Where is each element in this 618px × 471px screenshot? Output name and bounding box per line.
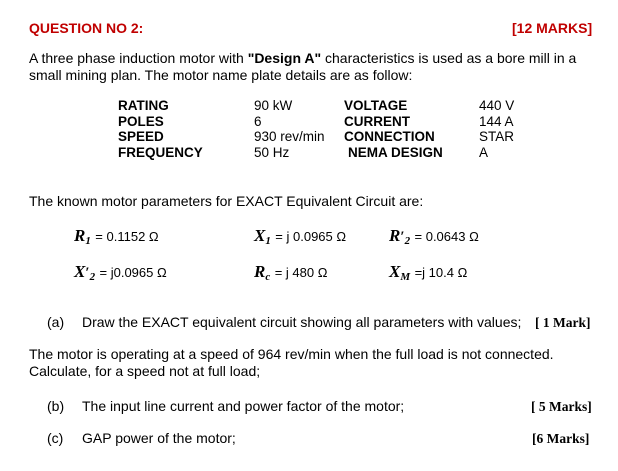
r2-prime-value: = 0.0643 Ω xyxy=(414,229,479,244)
x2-prime-symbol: X xyxy=(74,262,86,281)
speed-value: 930 rev/min xyxy=(254,129,325,144)
current-value: 144 A xyxy=(479,113,514,129)
r1-subscript: 1 xyxy=(85,235,91,247)
intro-prefix: A three phase induction motor with xyxy=(29,50,248,66)
r2-prime-subscript: 2 xyxy=(404,235,411,247)
param-r2-prime xyxy=(389,226,479,246)
rc-symbol: R xyxy=(254,262,266,281)
x1-value: = j 0.0965 Ω xyxy=(275,229,347,244)
part-c-label: (c) xyxy=(47,430,64,446)
rating-value: 90 kW xyxy=(254,98,293,113)
intro-paragraph xyxy=(29,50,599,84)
question-title: QUESTION NO 2: xyxy=(29,20,144,36)
nema-design-label: NEMA DESIGN xyxy=(348,144,443,160)
part-c-text: GAP power of the motor; xyxy=(82,430,236,446)
speed-label: SPEED xyxy=(118,129,164,144)
part-c-marks: [6 Marks] xyxy=(532,431,590,446)
param-rc xyxy=(254,262,327,282)
x2-prime-mark: ′ xyxy=(85,265,90,281)
connection-value: STAR xyxy=(479,129,515,144)
r1-value: = 0.1152 Ω xyxy=(95,229,159,244)
rc-value: = j 480 Ω xyxy=(274,265,328,280)
x1-symbol: X xyxy=(254,226,266,245)
poles-value: 6 xyxy=(254,113,262,129)
part-b-text: The input line current and power factor of the motor; xyxy=(82,398,405,414)
voltage-label: VOLTAGE xyxy=(344,98,408,113)
r1-symbol: R xyxy=(74,226,86,245)
part-b-label: (b) xyxy=(47,398,65,414)
x2-prime-value: = j0.0965 Ω xyxy=(99,265,167,280)
part-b-marks: [ 5 Marks] xyxy=(531,399,592,414)
condition-line-2: Calculate, for a speed not at full load; xyxy=(29,363,261,379)
poles-label: POLES xyxy=(118,113,164,129)
param-x2-prime xyxy=(74,262,167,282)
xm-symbol: X xyxy=(389,262,401,281)
part-a-label: (a) xyxy=(47,314,65,330)
rc-subscript: c xyxy=(265,271,271,283)
part-a-marks: [ 1 Mark] xyxy=(535,315,591,330)
x1-subscript: 1 xyxy=(265,235,271,247)
current-label: CURRENT xyxy=(344,113,410,129)
frequency-value: 50 Hz xyxy=(254,144,290,160)
nameplate-table xyxy=(0,98,618,164)
r2-prime-symbol: R xyxy=(389,226,401,245)
connection-label: CONNECTION xyxy=(344,129,435,144)
param-x1 xyxy=(254,226,346,246)
param-xm xyxy=(389,262,467,282)
x2-prime-subscript: 2 xyxy=(89,271,96,283)
nema-design-value: A xyxy=(479,144,489,160)
voltage-value: 440 V xyxy=(479,98,515,113)
condition-line-1: The motor is operating at a speed of 964 rev/min when the full load is not connected. xyxy=(29,346,554,362)
part-a-text: Draw the EXACT equivalent circuit showing all parameters with values; xyxy=(82,314,522,330)
question-marks: [12 MARKS] xyxy=(512,20,593,36)
param-r1 xyxy=(74,226,159,246)
xm-subscript: M xyxy=(400,271,411,283)
design-label: "Design A" xyxy=(247,50,322,66)
params-intro: The known motor parameters for EXACT Equivalent Circuit are: xyxy=(29,193,424,209)
r2-prime-mark: ′ xyxy=(400,229,405,245)
intro-suffix: characteristics is used as a bore mill in a small mining plan. The motor name plate details are as follow: xyxy=(29,50,577,83)
xm-value: =j 10.4 Ω xyxy=(414,265,468,280)
frequency-label: FREQUENCY xyxy=(118,144,203,160)
rating-label: RATING xyxy=(118,98,169,113)
